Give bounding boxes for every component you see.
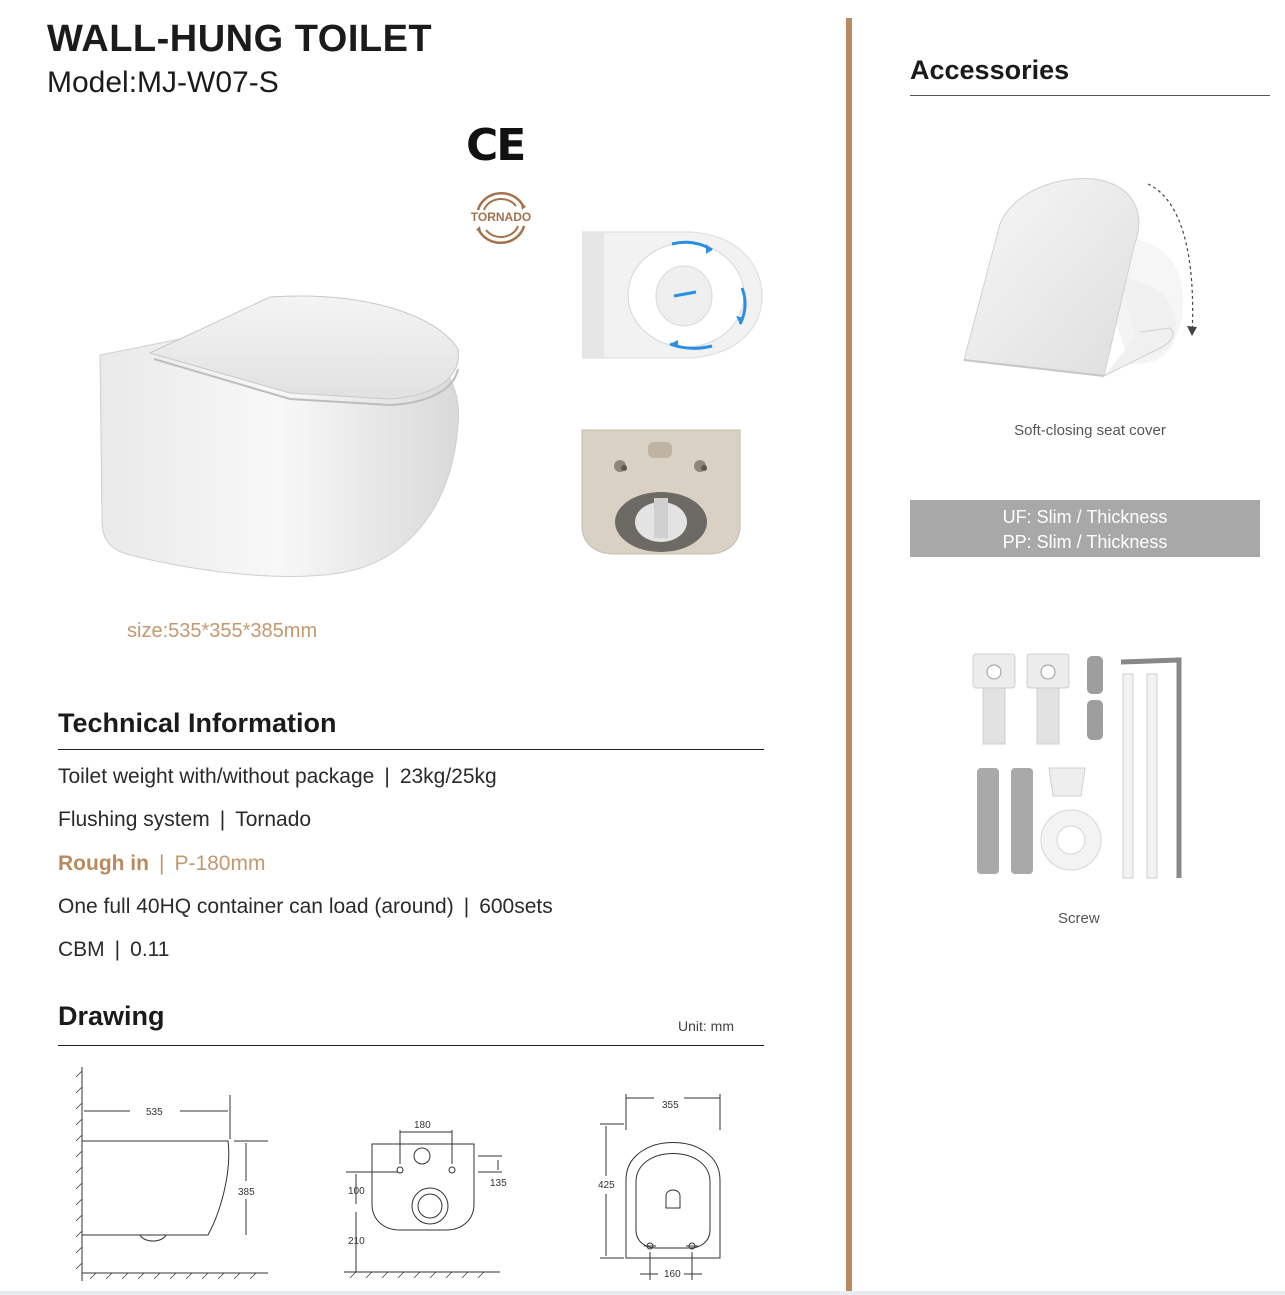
spec-row-container-load xyxy=(58,895,553,919)
technical-divider xyxy=(58,749,764,750)
product-size-label: size:535*355*385mm xyxy=(127,620,318,642)
front-elevation-drawing xyxy=(340,1112,510,1284)
front-outlet-height-label: 210 xyxy=(348,1236,365,1247)
spec-value: Tornado xyxy=(235,808,312,831)
plan-width-label: 355 xyxy=(662,1100,679,1111)
spec-separator: | xyxy=(219,808,226,831)
spec-row-rough-in xyxy=(58,852,265,876)
spec-separator: | xyxy=(158,852,165,875)
spec-value: 600sets xyxy=(479,895,553,918)
drawing-divider xyxy=(58,1045,764,1046)
spec-label: Toilet weight with/without package xyxy=(58,765,375,788)
side-width-label: 535 xyxy=(146,1107,163,1118)
spec-separator: | xyxy=(463,895,470,918)
spec-label: One full 40HQ container can load (around) xyxy=(58,895,454,918)
accessories-heading: Accessories xyxy=(910,55,1070,85)
spec-label: CBM xyxy=(58,938,105,961)
column-divider xyxy=(846,18,852,1295)
drawing-heading: Drawing xyxy=(58,1001,165,1031)
spec-separator: | xyxy=(114,938,121,961)
spec-label: Flushing system xyxy=(58,808,210,831)
toilet-product-image xyxy=(90,285,470,585)
side-height-label: 385 xyxy=(238,1187,255,1198)
bowl-interior-image xyxy=(582,228,764,362)
front-bolt-spacing-label: 180 xyxy=(414,1120,431,1131)
plan-bolt-spacing-label: 160 xyxy=(664,1269,681,1280)
bowl-mounting-image xyxy=(580,426,742,556)
spec-row-cbm xyxy=(58,938,169,962)
spec-row-weight xyxy=(58,765,497,789)
plan-view-drawing xyxy=(592,1090,732,1286)
spec-label: Rough in xyxy=(58,852,149,875)
spec-value: P-180mm xyxy=(174,852,266,875)
seat-option-uf: UF: Slim / Thickness xyxy=(1002,507,1168,527)
screw-kit-image xyxy=(965,650,1185,880)
seat-cover-caption: Soft-closing seat cover xyxy=(1014,422,1166,439)
model-number: Model:MJ-W07-S xyxy=(47,66,279,99)
page-bottom-edge xyxy=(0,1291,1285,1295)
side-elevation-drawing xyxy=(70,1063,280,1285)
front-side-height-label: 135 xyxy=(490,1178,507,1189)
spec-value: 23kg/25kg xyxy=(399,765,497,788)
screw-caption: Screw xyxy=(1058,910,1100,927)
drawing-unit-label: Unit: mm xyxy=(678,1018,734,1034)
accessories-divider xyxy=(910,95,1270,96)
seat-options-bar xyxy=(910,500,1260,557)
spec-row-flushing xyxy=(58,808,311,832)
ce-mark-logo: CE xyxy=(466,120,525,171)
plan-depth-label: 425 xyxy=(598,1180,615,1191)
front-inlet-height-label: 100 xyxy=(348,1186,365,1197)
spec-value: 0.11 xyxy=(130,938,170,961)
seat-option-pp: PP: Slim / Thickness xyxy=(1002,532,1168,552)
page-title: WALL-HUNG TOILET xyxy=(47,18,433,60)
spec-separator: | xyxy=(384,765,390,788)
soft-closing-seat-image xyxy=(960,176,1210,396)
technical-info-heading: Technical Information xyxy=(58,708,337,738)
tornado-flush-logo xyxy=(466,186,536,248)
tornado-label: TORNADO xyxy=(470,210,532,224)
